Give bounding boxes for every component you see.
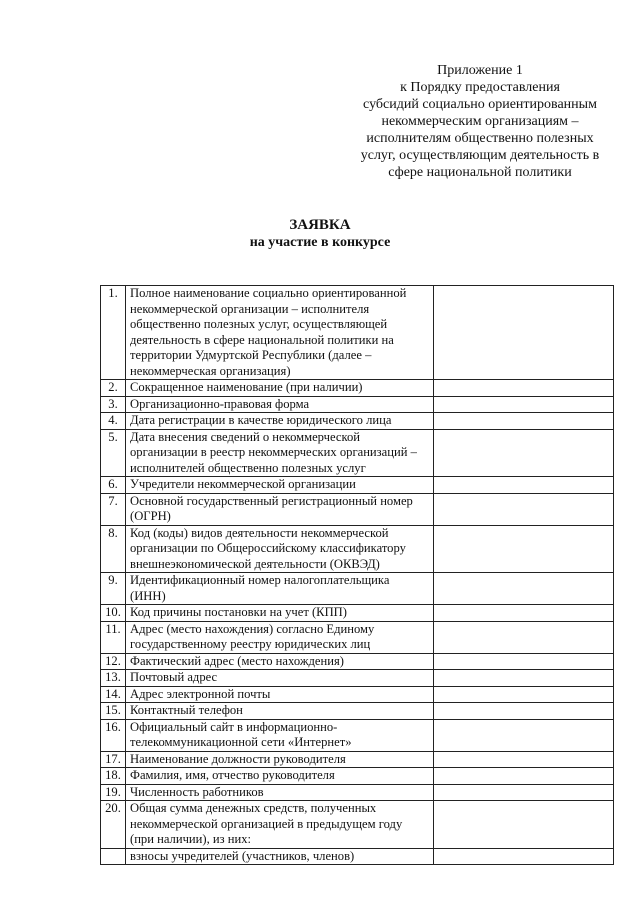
row-number: 2. xyxy=(101,380,126,397)
title-main: ЗАЯВКА xyxy=(289,217,351,233)
table-row xyxy=(101,784,614,801)
row-number: 16. xyxy=(101,719,126,751)
row-value-field[interactable] xyxy=(434,703,614,720)
row-value-field[interactable] xyxy=(434,686,614,703)
table-row xyxy=(101,653,614,670)
row-label: Организационно-правовая форма xyxy=(126,396,434,413)
table-row xyxy=(101,848,614,865)
row-number: 7. xyxy=(101,493,126,525)
row-label: Сокращенное наименование (при наличии) xyxy=(126,380,434,397)
row-label: Код причины постановки на учет (КПП) xyxy=(126,605,434,622)
row-number: 11. xyxy=(101,621,126,653)
row-value-field[interactable] xyxy=(434,573,614,605)
row-value-field[interactable] xyxy=(434,801,614,849)
row-value-field[interactable] xyxy=(434,751,614,768)
row-number: 4. xyxy=(101,413,126,430)
row-label: Общая сумма денежных средств, полученных некоммерческой организацией в предыдущем году (при наличии), из них: xyxy=(126,801,434,849)
row-label: Фактический адрес (место нахождения) xyxy=(126,653,434,670)
appendix-line: Приложение 1 xyxy=(437,63,523,78)
table-row xyxy=(101,703,614,720)
row-label: Фамилия, имя, отчество руководителя xyxy=(126,768,434,785)
row-value-field[interactable] xyxy=(434,477,614,494)
document-title xyxy=(0,216,640,252)
row-value-field[interactable] xyxy=(434,380,614,397)
row-number: 5. xyxy=(101,429,126,477)
table-row xyxy=(101,493,614,525)
appendix-line: сфере национальной политики xyxy=(388,165,572,180)
row-label: Контактный телефон xyxy=(126,703,434,720)
table-row xyxy=(101,670,614,687)
table-row xyxy=(101,429,614,477)
row-label: Дата внесения сведений о некоммерческой организации в реестр некоммерческих организаций – исполнителей общественно полезных услуг xyxy=(126,429,434,477)
row-value-field[interactable] xyxy=(434,670,614,687)
row-label: Наименование должности руководителя xyxy=(126,751,434,768)
row-label: Адрес электронной почты xyxy=(126,686,434,703)
row-value-field[interactable] xyxy=(434,653,614,670)
row-number: 9. xyxy=(101,573,126,605)
row-label: Почтовый адрес xyxy=(126,670,434,687)
row-label: Основной государственный регистрационный номер (ОГРН) xyxy=(126,493,434,525)
appendix-line: некоммерческим организациям – xyxy=(381,114,579,129)
table-row xyxy=(101,396,614,413)
appendix-header xyxy=(340,62,620,181)
row-number: 1. xyxy=(101,286,126,380)
table-row xyxy=(101,719,614,751)
row-number: 12. xyxy=(101,653,126,670)
row-label: Адрес (место нахождения) согласно Единому государственному реестру юридических лиц xyxy=(126,621,434,653)
row-number: 3. xyxy=(101,396,126,413)
row-number: 10. xyxy=(101,605,126,622)
row-value-field[interactable] xyxy=(434,396,614,413)
row-number: 18. xyxy=(101,768,126,785)
row-value-field[interactable] xyxy=(434,784,614,801)
table-row xyxy=(101,686,614,703)
row-value-field[interactable] xyxy=(434,525,614,573)
row-value-field[interactable] xyxy=(434,768,614,785)
row-label: Дата регистрации в качестве юридического лица xyxy=(126,413,434,430)
row-label: Учредители некоммерческой организации xyxy=(126,477,434,494)
row-number: 8. xyxy=(101,525,126,573)
row-number: 6. xyxy=(101,477,126,494)
row-label: Официальный сайт в информационно- телекоммуникационной сети «Интернет» xyxy=(126,719,434,751)
row-value-field[interactable] xyxy=(434,605,614,622)
row-value-field[interactable] xyxy=(434,621,614,653)
row-number: 15. xyxy=(101,703,126,720)
table-row xyxy=(101,477,614,494)
appendix-line: субсидий социально ориентированным xyxy=(363,97,597,112)
row-number: 17. xyxy=(101,751,126,768)
table-row xyxy=(101,621,614,653)
row-number: 20. xyxy=(101,801,126,849)
table-row xyxy=(101,525,614,573)
row-value-field[interactable] xyxy=(434,848,614,865)
row-label: Идентификационный номер налогоплательщика (ИНН) xyxy=(126,573,434,605)
table-row xyxy=(101,380,614,397)
row-number: 13. xyxy=(101,670,126,687)
table-row xyxy=(101,286,614,380)
row-label: Полное наименование социально ориентированной некоммерческой организации – исполнителя общественно полезных услуг, осуществляющей деятельность в сфере национальной политики на территории Удмуртской Республики (далее – некоммерческая организация) xyxy=(126,286,434,380)
title-subtitle: на участие в конкурсе xyxy=(249,235,391,250)
row-number: 19. xyxy=(101,784,126,801)
appendix-line: к Порядку предоставления xyxy=(400,80,560,95)
row-value-field[interactable] xyxy=(434,429,614,477)
row-label: Численность работников xyxy=(126,784,434,801)
row-value-field[interactable] xyxy=(434,493,614,525)
row-value-field[interactable] xyxy=(434,286,614,380)
row-label: взносы учредителей (участников, членов) xyxy=(126,848,434,865)
table-row xyxy=(101,801,614,849)
table-row xyxy=(101,751,614,768)
row-value-field[interactable] xyxy=(434,719,614,751)
application-form-table xyxy=(100,285,614,865)
table-row xyxy=(101,768,614,785)
row-number: 14. xyxy=(101,686,126,703)
row-label: Код (коды) видов деятельности некоммерческой организации по Общероссийскому классификатору внешнеэкономической деятельности (ОКВЭД) xyxy=(126,525,434,573)
appendix-line: услуг, осуществляющим деятельность в xyxy=(360,148,600,163)
row-value-field[interactable] xyxy=(434,413,614,430)
row-number xyxy=(101,848,126,865)
appendix-line: исполнителям общественно полезных xyxy=(366,131,594,146)
table-row xyxy=(101,413,614,430)
table-row xyxy=(101,573,614,605)
table-row xyxy=(101,605,614,622)
